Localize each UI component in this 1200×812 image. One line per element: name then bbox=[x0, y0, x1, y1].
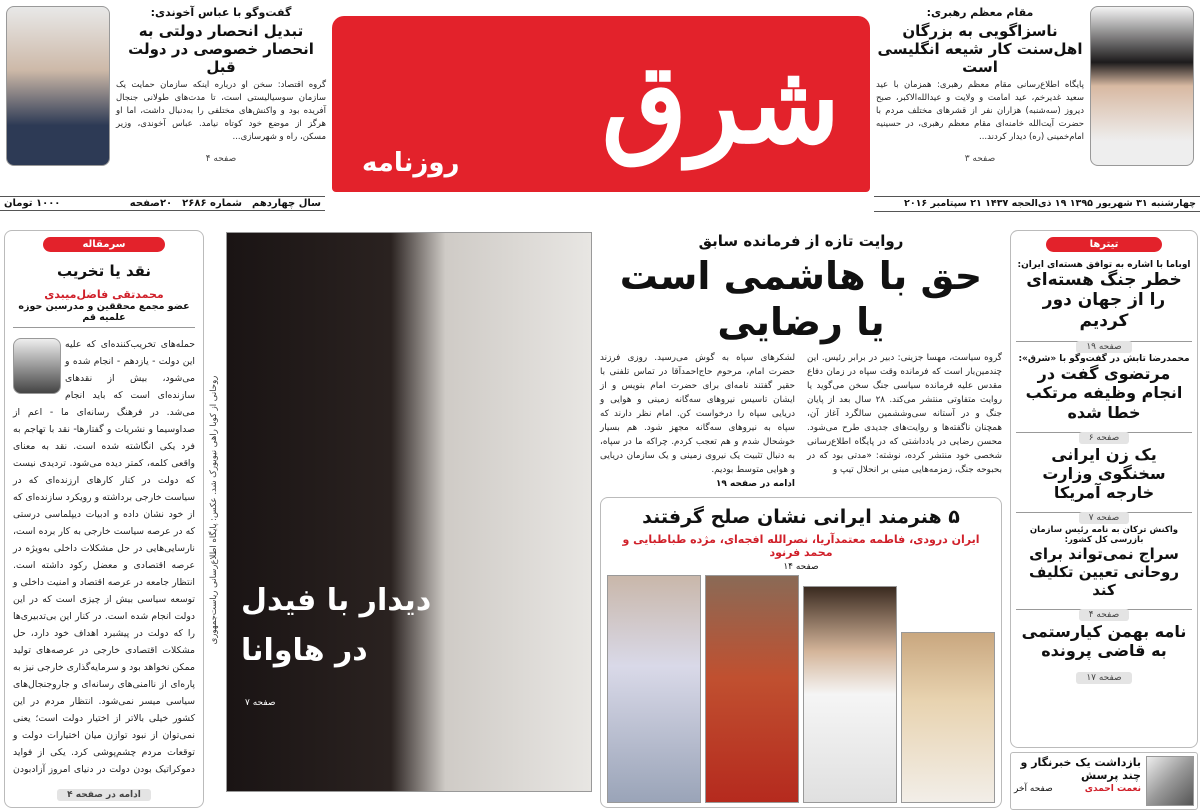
author-role: عضو مجمع محققین و مدرسین حوزه علمیه قم bbox=[13, 301, 195, 328]
lead-body-right: گروه سیاست، مهسا جزینی: دبیر در برابر رئیس. این چندمین‌بار است که فرمانده وقت سپاه در زمان دفاع مقدس علیه فرمانده سیاسی جنگ سخن می‌گوید یا روایت متفاوتی منتشر می‌کند. ۲۸ سال بعد از پایان جنگ و در آستانه سی‌وششمین سالگرد آغاز آن، همچنان ناگفته‌ها و روایت‌های جدیدی طرح می‌شود. محسن رضایی در یادداشتی که در پایگاه اطلاع‌رسانی شخصی خود منتشر کرده، نوشته: «مدتی بود که در بحبوحه جنگ، زمزمه‌هایی مبنی بر انحلال تیپ و bbox=[807, 353, 1002, 476]
photo-credit: روحانی از کوبا راهی نیویورک شد. عکس: پایگاه اطلاع‌رسانی ریاست‌جمهوری bbox=[209, 375, 219, 645]
kicker: گفت‌وگو با عباس آخوندی: bbox=[150, 6, 292, 19]
artist-photo bbox=[901, 632, 995, 803]
column-page-ref[interactable]: صفحه آخر bbox=[1014, 784, 1053, 795]
kicker: محمدرضا تابش در گفت‌وگو با «شرق»: bbox=[1018, 354, 1190, 365]
body-text: پایگاه اطلاع‌رسانی مقام معظم رهبری: همزمان با عید سعید غدیرخم، عید امامت و ولایت و عیدالله‌الاکبر، صبح دیروز (سه‌شنبه) هزاران نفر از قشرهای مختلف مردم با حضرت آیت‌الله خامنه‌ای مقام معظم رهبری، در حسینیه امام‌خمینی (ره) دیدار کردند... bbox=[876, 80, 1084, 142]
headline[interactable]: مرتضوی گفت در انجام وظیفه مرتکب خطا شده bbox=[1025, 364, 1183, 422]
akhoundi-photo bbox=[6, 6, 110, 166]
headline-item[interactable] bbox=[1016, 525, 1192, 622]
logo-subtitle: روزنامه bbox=[362, 148, 460, 178]
artist-photo bbox=[803, 586, 897, 803]
page-ref[interactable]: صفحه ۳ bbox=[964, 154, 996, 164]
date-line: چهارشنبه ۳۱ شهریور ۱۳۹۵ ۱۹ ذی‌الحجه ۱۴۳۷ ۲۱ سپتامبر ۲۰۱۶ bbox=[874, 196, 1200, 212]
top-left-story[interactable] bbox=[0, 2, 328, 192]
issue-info bbox=[0, 196, 325, 211]
top-right-story[interactable] bbox=[874, 2, 1200, 192]
page-count: ۲۰صفحه bbox=[129, 198, 173, 209]
headline-item[interactable] bbox=[1016, 354, 1192, 445]
column-author: نعمت احمدی bbox=[1084, 784, 1141, 795]
year: سال چهاردهم bbox=[252, 198, 321, 209]
page-ref[interactable]: صفحه ۴ bbox=[1079, 609, 1130, 621]
artists-story[interactable] bbox=[600, 497, 1002, 808]
kicker: مقام معظم رهبری: bbox=[926, 6, 1034, 19]
page-ref[interactable]: صفحه ۱۷ bbox=[1076, 672, 1131, 684]
lead-kicker: روایت تازه از فرمانده سابق bbox=[698, 232, 904, 250]
editorial[interactable] bbox=[4, 230, 204, 808]
photo-page-ref[interactable]: صفحه ۷ bbox=[245, 698, 276, 708]
issue-number: شماره ۲۶۸۶ bbox=[182, 198, 243, 209]
lead-body-left: لشکرهای سپاه به گوش می‌رسید. روزی فرزند حضرت امام، مرحوم حاج‌احمدآقا در تماس تلفنی با حقیر گفتند نامه‌ای برای حضرت امام بنویس و از ایشان تاسیس نیروهای سه‌گانه زمینی و هوایی و دریایی سپاه را درخواست کن. امام نظر دارند که سپاه به نیروهای سه‌گانه مجهز شود. هم بسیار خوشحال شدم و هم تعجب کردم. چراکه ما در سپاه، به دنبال تثبیت یک نیروی زمینی و یک سازمان دریایی و هوایی متوسط بودیم. bbox=[600, 353, 795, 476]
editorial-body: حمله‌های تخریب‌کننده‌ای که علیه این دولت - یازدهم - انجام شده و می‌شود، بیش از نقدهای سازنده‌ای است که باید انجام می‌شد. در فرهنگ رسانه‌ای ما - اعم از صداوسیما و نشریات و گفتارها- نقد با تهاجم به فرد یکی انگاشته شده است. نقد به معنای واقعی کلمه، کمتر دیده می‌شود. تردیدی نیست که دولت در کنار کارهای ارزنده‌ای که در سیاست خارجی برداشته و رویکرد سازنده‌ای که از خود نشان داده و ادبیات دیپلماسی درستی که در عرصه سیاست خارجی به کار برده است، نارسایی‌هایی در حل مشکلات داخلی به‌ویژه در عرصه اقتصادی و معضل رکود داشته است. انتظار جامعه در عرصه اقتصاد و امنیت داخلی و توسعه سیاسی بیش از چیزی است که در این دولت انجام شده است. در کنار این بی‌تدبیری‌ها را که دولت در پیشبرد اهداف خود دارد، حل مشکلات اقتصادی خارجی در عرصه‌های تولید ممکن نخواهد بود و سرمایه‌گذاری خارجی نیز به پاره‌ای از ناامنی‌های رسانه‌ای و جاروجنجال‌های سیاسی میسر نمی‌شود. انتظار مردم در این کشور خیلی بالاتر از اختیار دولت است؛ یعنی نمی‌توان از نبود توازن میان اختیارات دولت و توقعات مردم چشم‌پوشی کرد. یکی از فواید دموکراتیک بودن دولت در دنیای امروز آزادبودن bbox=[13, 339, 195, 775]
page-ref[interactable]: صفحه ۴ bbox=[205, 154, 237, 164]
leader-photo bbox=[1090, 6, 1194, 166]
page-ref[interactable]: صفحه ۷ bbox=[1079, 512, 1130, 524]
kicker: اوباما با اشاره به توافق هسته‌ای ایران: bbox=[1017, 260, 1191, 270]
lead-story[interactable] bbox=[600, 230, 1002, 489]
artists-photos bbox=[607, 575, 995, 803]
headline[interactable]: خطر جنگ هسته‌ای را از جهان دور کردیم bbox=[1026, 270, 1182, 331]
headline[interactable]: نامه بهمن کیارستمی به قاضی پرونده bbox=[1021, 622, 1187, 661]
column-box[interactable] bbox=[1010, 752, 1198, 810]
rouhani-castro-photo[interactable] bbox=[226, 232, 592, 792]
headline[interactable]: ناسزاگویی به بزرگان اهل‌سنت کار شیعه انگلیسی است bbox=[877, 22, 1083, 76]
artists-names: ایران درودی، فاطمه معتمدآریا، نصرالله افجه‌ای، مژده طباطبایی و محمد فرنود bbox=[622, 532, 980, 559]
photo-headline-1[interactable]: دیدار با فیدل bbox=[241, 583, 432, 618]
center-column bbox=[600, 230, 1002, 808]
artist-photo bbox=[607, 575, 701, 803]
headlines-label: تیترها bbox=[1046, 237, 1162, 252]
price: ۱۰۰۰ تومان bbox=[4, 198, 61, 209]
headlines-box bbox=[1010, 230, 1198, 748]
columnist-photo bbox=[1146, 756, 1194, 806]
headline-item[interactable] bbox=[1016, 260, 1192, 354]
artist-photo bbox=[705, 575, 799, 803]
artists-page-ref[interactable]: صفحه ۱۴ bbox=[783, 561, 819, 572]
author-name: محمدتقی فاضل‌میبدی bbox=[44, 288, 164, 301]
editorial-continued[interactable]: ادامه در صفحه ۴ bbox=[57, 789, 151, 801]
headline[interactable]: تبدیل انحصار دولتی به انحصار خصوصی در دولت قبل bbox=[128, 22, 314, 76]
page-ref[interactable]: صفحه ۶ bbox=[1079, 432, 1130, 444]
body-text: گروه اقتصاد: سخن او درباره اینکه سازمان حمایت یک سازمان سوسیالیستی است، تا مدت‌های طولانی جنجال آفریده بود و واکنش‌های مختلفی را به‌دنبال داشت، اما او هرگز از موضع خود کوتاه نیامد. عباس آخوندی، وزیر مسکن، راه و شهرسازی... bbox=[116, 80, 326, 142]
artists-headline[interactable]: ۵ هنرمند ایرانی نشان صلح گرفتند bbox=[642, 506, 960, 529]
column-title[interactable]: بازداشت یک خبرنگار و چند پرسش bbox=[1020, 756, 1141, 783]
headline[interactable]: سراج نمی‌تواند برای روحانی تعیین تکلیف کند bbox=[1029, 545, 1179, 600]
lead-headline-1[interactable]: حق با هاشمی است bbox=[619, 254, 983, 298]
headline[interactable]: یک زن ایرانی سخنگوی وزارت خارجه آمریکا bbox=[1042, 444, 1166, 503]
photo-headline-2[interactable]: در هاوانا bbox=[241, 633, 368, 668]
logo-text: شرق bbox=[601, 39, 840, 168]
editorial-label: سرمقاله bbox=[43, 237, 165, 252]
headline-item[interactable] bbox=[1016, 622, 1192, 683]
right-column bbox=[1010, 230, 1198, 810]
masthead-logo[interactable] bbox=[332, 16, 870, 192]
headline-item[interactable] bbox=[1016, 445, 1192, 526]
author-photo bbox=[13, 338, 61, 394]
kicker: واکنش ترکان به نامه رئیس سازمان بازرسی کل کشور: bbox=[1029, 525, 1179, 546]
lead-continued[interactable]: ادامه در صفحه ۱۹ bbox=[715, 479, 795, 490]
editorial-title[interactable]: نقد یا تخریب bbox=[56, 262, 152, 280]
lead-headline-2[interactable]: یا رضایی bbox=[717, 299, 885, 344]
page-ref[interactable]: صفحه ۱۹ bbox=[1076, 341, 1131, 353]
